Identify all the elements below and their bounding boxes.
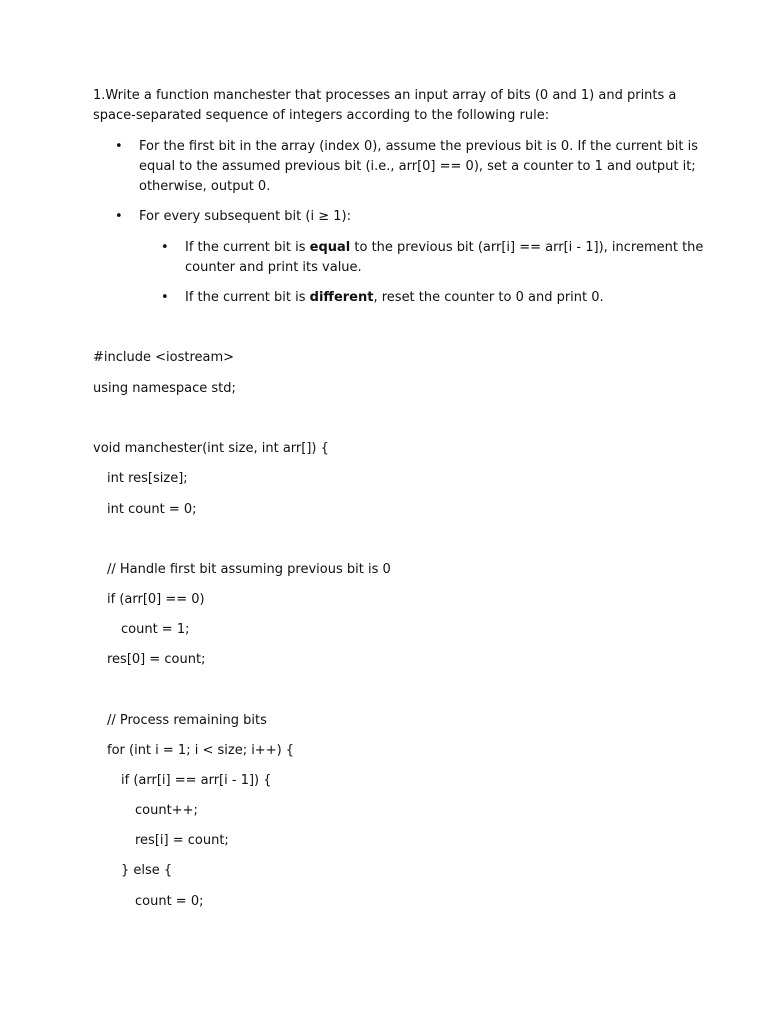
sub-bullet-1-prefix: If the current bit is xyxy=(185,240,310,255)
question-line-1: 1.Write a function manchester that processes an input array of bits (0 and 1) and prints a xyxy=(93,88,677,103)
sub-bullet-2-suffix: , reset the counter to 0 and print 0. xyxy=(373,290,604,305)
sub-bullet-1-line-1 xyxy=(185,238,703,258)
bullet-marker: • xyxy=(115,139,123,154)
code-line: count++; xyxy=(135,803,198,818)
code-line: count = 1; xyxy=(121,622,190,637)
sub-bullet-1-suffix: to the previous bit (arr[i] == arr[i - 1]), increment the xyxy=(350,240,704,255)
code-line: using namespace std; xyxy=(93,381,236,396)
sub-bullet-2-prefix: If the current bit is xyxy=(185,290,310,305)
code-line: // Process remaining bits xyxy=(107,713,267,728)
code-line: for (int i = 1; i < size; i++) { xyxy=(107,743,295,758)
code-line: void manchester(int size, int arr[]) { xyxy=(93,441,329,456)
code-line: int res[size]; xyxy=(107,471,188,486)
bullet-second-line-1: For every subsequent bit (i ≥ 1): xyxy=(139,209,351,224)
sub-bullet-1-line-2: counter and print its value. xyxy=(185,260,362,275)
bullet-first-line-2: equal to the assumed previous bit (i.e., arr[0] == 0), set a counter to 1 and output it; xyxy=(139,159,696,174)
sub-bullet-marker: • xyxy=(161,290,169,305)
bullet-marker: • xyxy=(115,209,123,224)
sub-bullet-1-bold: equal xyxy=(309,240,351,255)
code-line: res[0] = count; xyxy=(107,652,206,667)
code-line: if (arr[0] == 0) xyxy=(107,592,205,607)
code-line: int count = 0; xyxy=(107,502,197,517)
code-line: } else { xyxy=(121,863,173,878)
sub-bullet-2-line-1 xyxy=(185,288,604,308)
code-line: if (arr[i] == arr[i - 1]) { xyxy=(121,773,272,788)
sub-bullet-marker: • xyxy=(161,240,169,255)
sub-bullet-2-bold: different xyxy=(309,290,374,305)
code-line: res[i] = count; xyxy=(135,833,229,848)
code-line: // Handle first bit assuming previous bit is 0 xyxy=(107,562,391,577)
code-line: #include <iostream> xyxy=(93,350,235,365)
code-line: count = 0; xyxy=(135,894,204,909)
bullet-first-line-1: For the first bit in the array (index 0), assume the previous bit is 0. If the current bit is xyxy=(139,139,698,154)
bullet-first-line-3: otherwise, output 0. xyxy=(139,179,271,194)
question-line-2: space-separated sequence of integers according to the following rule: xyxy=(93,108,550,123)
